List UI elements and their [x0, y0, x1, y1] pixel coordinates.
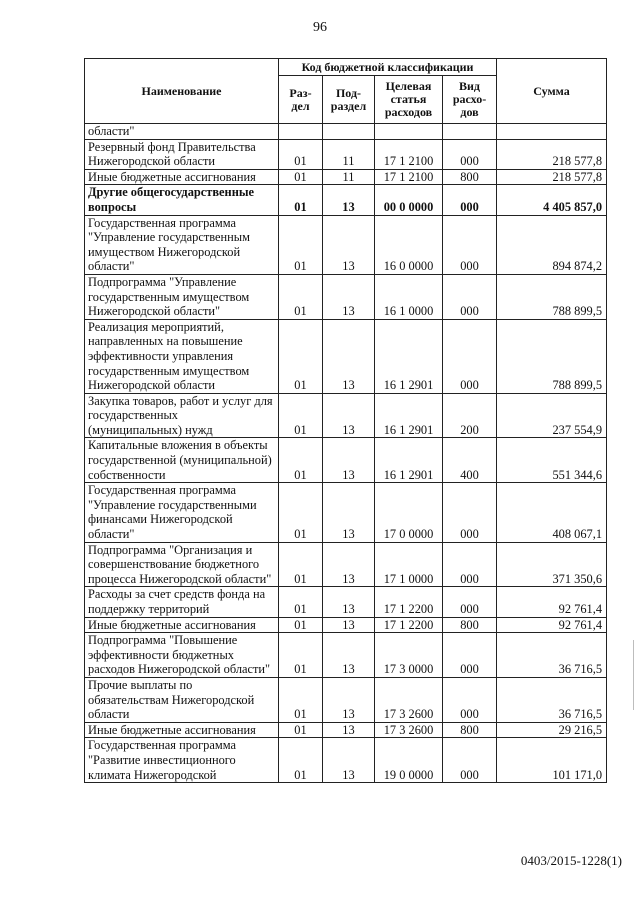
table-body — [85, 124, 607, 783]
cell-podrazdel: 11 — [323, 139, 375, 169]
header-vid: Вид расхо- дов — [443, 76, 497, 124]
cell-sum: 788 899,5 — [497, 319, 607, 393]
table-row — [85, 139, 607, 169]
cell-target: 17 1 2100 — [375, 169, 443, 185]
cell-vid: 000 — [443, 319, 497, 393]
table-row — [85, 633, 607, 678]
cell-sum: 218 577,8 — [497, 169, 607, 185]
cell-razdel: 01 — [279, 169, 323, 185]
cell-razdel: 01 — [279, 722, 323, 738]
cell-sum: 788 899,5 — [497, 274, 607, 319]
cell-name: Иные бюджетные ассигнования — [85, 169, 279, 185]
cell-name: Подпрограмма "Организация и совершенствование бюджетного процесса Нижегородской области" — [85, 542, 279, 587]
cell-razdel: 01 — [279, 738, 323, 783]
cell-podrazdel: 13 — [323, 274, 375, 319]
cell-sum: 92 761,4 — [497, 587, 607, 617]
cell-razdel: 01 — [279, 139, 323, 169]
cell-target: 17 1 2100 — [375, 139, 443, 169]
page-number: 96 — [313, 20, 327, 35]
scan-edge-mark — [633, 640, 634, 710]
table-row — [85, 617, 607, 633]
cell-razdel: 01 — [279, 185, 323, 215]
cell-razdel — [279, 124, 323, 140]
table-row — [85, 124, 607, 140]
cell-name: Капитальные вложения в объекты государственной (муниципальной) собственности — [85, 438, 279, 483]
cell-sum: 4 405 857,0 — [497, 185, 607, 215]
cell-target: 17 1 0000 — [375, 542, 443, 587]
cell-podrazdel: 13 — [323, 633, 375, 678]
table-row — [85, 542, 607, 587]
table-row — [85, 738, 607, 783]
header-target: Целевая статья расходов — [375, 76, 443, 124]
cell-target: 17 0 0000 — [375, 483, 443, 542]
cell-target: 17 1 2200 — [375, 617, 443, 633]
cell-podrazdel: 11 — [323, 169, 375, 185]
cell-target: 17 1 2200 — [375, 587, 443, 617]
budget-table — [84, 58, 607, 783]
table-row — [85, 677, 607, 722]
cell-target: 17 3 0000 — [375, 633, 443, 678]
cell-vid: 800 — [443, 722, 497, 738]
cell-razdel: 01 — [279, 677, 323, 722]
cell-sum: 551 344,6 — [497, 438, 607, 483]
cell-podrazdel: 13 — [323, 438, 375, 483]
header-name: Наименование — [85, 59, 279, 124]
cell-vid: 000 — [443, 633, 497, 678]
table-row — [85, 185, 607, 215]
cell-name: Государственная программа "Развитие инвестиционного климата Нижегородской — [85, 738, 279, 783]
cell-name: Другие общегосударственные вопросы — [85, 185, 279, 215]
header-code-group: Код бюджетной классификации — [279, 59, 497, 76]
table-row — [85, 438, 607, 483]
cell-vid: 000 — [443, 738, 497, 783]
table-row — [85, 483, 607, 542]
table-row — [85, 274, 607, 319]
cell-razdel: 01 — [279, 483, 323, 542]
cell-podrazdel: 13 — [323, 215, 375, 274]
cell-razdel: 01 — [279, 393, 323, 438]
table-row — [85, 215, 607, 274]
cell-sum — [497, 124, 607, 140]
cell-sum: 29 216,5 — [497, 722, 607, 738]
cell-name: Закупка товаров, работ и услуг для государственных (муниципальных) нужд — [85, 393, 279, 438]
cell-sum: 36 716,5 — [497, 677, 607, 722]
header-razdel: Раз- дел — [279, 76, 323, 124]
cell-sum: 101 171,0 — [497, 738, 607, 783]
cell-name: Подпрограмма "Повышение эффективности бюджетных расходов Нижегородской области" — [85, 633, 279, 678]
cell-sum: 408 067,1 — [497, 483, 607, 542]
cell-target: 16 1 2901 — [375, 393, 443, 438]
cell-name: Государственная программа "Управление государственным имуществом Нижегородской области" — [85, 215, 279, 274]
cell-name: Иные бюджетные ассигнования — [85, 617, 279, 633]
cell-razdel: 01 — [279, 215, 323, 274]
cell-podrazdel: 13 — [323, 542, 375, 587]
cell-podrazdel — [323, 124, 375, 140]
cell-vid — [443, 124, 497, 140]
cell-name: Прочие выплаты по обязательствам Нижегородской области — [85, 677, 279, 722]
cell-target: 16 1 2901 — [375, 319, 443, 393]
cell-podrazdel: 13 — [323, 738, 375, 783]
cell-podrazdel: 13 — [323, 185, 375, 215]
cell-target: 16 1 2901 — [375, 438, 443, 483]
cell-target: 16 0 0000 — [375, 215, 443, 274]
cell-vid: 400 — [443, 438, 497, 483]
cell-vid: 000 — [443, 139, 497, 169]
cell-vid: 800 — [443, 169, 497, 185]
cell-razdel: 01 — [279, 587, 323, 617]
cell-razdel: 01 — [279, 633, 323, 678]
cell-name: Иные бюджетные ассигнования — [85, 722, 279, 738]
cell-name: области" — [85, 124, 279, 140]
cell-podrazdel: 13 — [323, 319, 375, 393]
cell-vid: 000 — [443, 542, 497, 587]
cell-name: Государственная программа "Управление государственными финансами Нижегородской области" — [85, 483, 279, 542]
cell-razdel: 01 — [279, 274, 323, 319]
cell-podrazdel: 13 — [323, 587, 375, 617]
cell-podrazdel: 13 — [323, 722, 375, 738]
cell-name: Расходы за счет средств фонда на поддержку территорий — [85, 587, 279, 617]
document-code: 0403/2015-1228(1) — [520, 853, 622, 868]
cell-podrazdel: 13 — [323, 617, 375, 633]
cell-sum: 36 716,5 — [497, 633, 607, 678]
cell-vid: 000 — [443, 185, 497, 215]
cell-target: 19 0 0000 — [375, 738, 443, 783]
cell-podrazdel: 13 — [323, 483, 375, 542]
cell-sum: 92 761,4 — [497, 617, 607, 633]
cell-name: Резервный фонд Правительства Нижегородской области — [85, 139, 279, 169]
cell-target: 17 3 2600 — [375, 722, 443, 738]
cell-target: 16 1 0000 — [375, 274, 443, 319]
cell-target: 17 3 2600 — [375, 677, 443, 722]
cell-vid: 000 — [443, 215, 497, 274]
cell-sum: 371 350,6 — [497, 542, 607, 587]
cell-razdel: 01 — [279, 542, 323, 587]
cell-vid: 800 — [443, 617, 497, 633]
table-row — [85, 169, 607, 185]
cell-razdel: 01 — [279, 438, 323, 483]
table-row — [85, 587, 607, 617]
cell-target — [375, 124, 443, 140]
table-row — [85, 393, 607, 438]
cell-target: 00 0 0000 — [375, 185, 443, 215]
cell-sum: 237 554,9 — [497, 393, 607, 438]
cell-sum: 894 874,2 — [497, 215, 607, 274]
cell-vid: 000 — [443, 483, 497, 542]
table-row — [85, 319, 607, 393]
cell-podrazdel: 13 — [323, 677, 375, 722]
cell-name: Подпрограмма "Управление государственным имуществом Нижегородской области" — [85, 274, 279, 319]
table-row — [85, 722, 607, 738]
cell-razdel: 01 — [279, 617, 323, 633]
cell-razdel: 01 — [279, 319, 323, 393]
cell-name: Реализация мероприятий, направленных на повышение эффективности управления государственным имуществом Нижегородской области — [85, 319, 279, 393]
cell-vid: 000 — [443, 677, 497, 722]
cell-vid: 200 — [443, 393, 497, 438]
header-podrazdel: Под- раздел — [323, 76, 375, 124]
header-sum: Сумма — [497, 59, 607, 124]
cell-podrazdel: 13 — [323, 393, 375, 438]
cell-vid: 000 — [443, 274, 497, 319]
budget-table-container — [84, 58, 606, 783]
cell-sum: 218 577,8 — [497, 139, 607, 169]
cell-vid: 000 — [443, 587, 497, 617]
